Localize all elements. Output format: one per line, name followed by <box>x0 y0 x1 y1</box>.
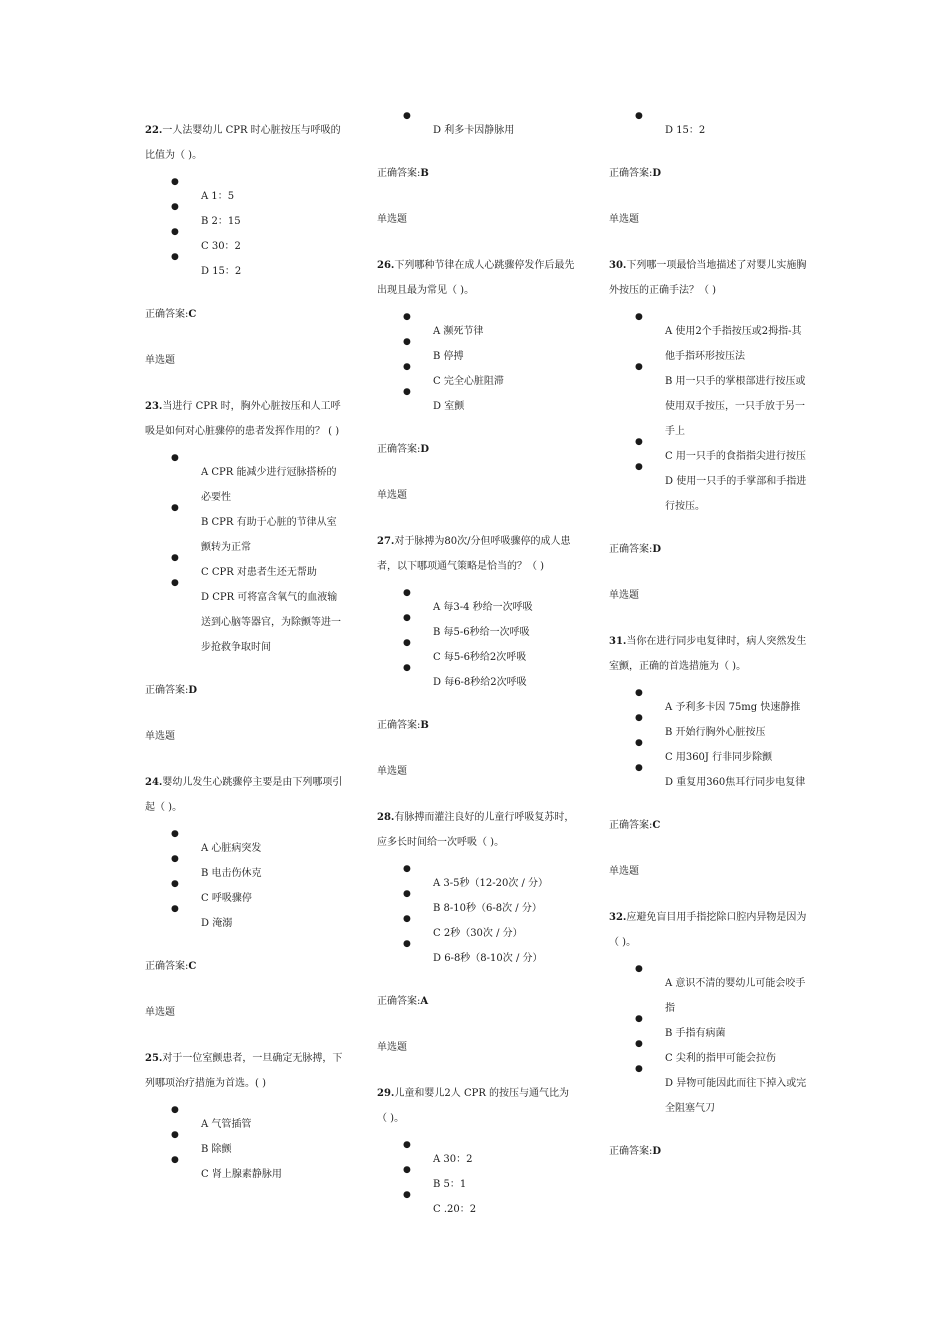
question-stem: 下列哪种节律在成人心跳骤停发作后最先出现且最为常见（ )。 <box>377 260 575 296</box>
option-label: ● A 每3-4 秒给一次呼吸 <box>433 602 533 613</box>
option-item <box>637 971 809 1021</box>
option-label: ● C 用一只手的食指指尖进行按压 <box>665 451 806 462</box>
answer-label: 正确答案: <box>377 168 421 179</box>
answer-label: 正确答案: <box>377 444 421 455</box>
option-label: ● C 用360J 行非同步除颤 <box>665 752 773 763</box>
option-label: ● C 每5-6秒给2次呼吸 <box>433 652 527 663</box>
option-label: ● B 电击伤休克 <box>201 868 262 879</box>
option-item <box>173 1137 345 1162</box>
correct-answer <box>609 1139 809 1164</box>
option-label: ● D 淹溺 <box>201 918 233 929</box>
option-label: ● A 心脏病突发 <box>201 843 262 854</box>
correct-answer <box>145 954 345 979</box>
question-type: 单选题 <box>377 490 407 501</box>
question-text <box>377 805 577 855</box>
option-item <box>173 184 345 209</box>
option-label: ● B CPR 有助于心脏的节律从室颤转为正常 <box>201 517 337 553</box>
question-text <box>609 905 809 955</box>
option-label: ● B 除颤 <box>201 1144 232 1155</box>
question-type: 单选题 <box>145 1007 175 1018</box>
option-item <box>405 645 577 670</box>
option-item <box>637 369 809 444</box>
option-label: ● B 用一只手的掌根部进行按压或使用双手按压，一只手放于另一手上 <box>665 376 806 437</box>
option-item <box>405 946 577 971</box>
option-label: ● A 濒死节律 <box>433 326 484 337</box>
question-stem: 当你在进行同步电复律时，病人突然发生室颤，正确的首选措施为（ )。 <box>609 636 807 672</box>
option-item <box>405 344 577 369</box>
option-list <box>609 319 809 519</box>
question-stem: 当进行 CPR 时，胸外心脏按压和人工呼吸是如何对心脏骤停的患者发挥作用的？ ( ) <box>145 401 341 437</box>
option-label: ● B 手指有病菌 <box>665 1028 726 1039</box>
question-text <box>377 529 577 579</box>
option-list <box>609 695 809 795</box>
option-item <box>637 1046 809 1071</box>
option-item <box>405 319 577 344</box>
option-item <box>637 444 809 469</box>
answer-label: 正确答案: <box>145 309 189 320</box>
option-label: ● A CPR 能减少进行冠脉搭桥的必要性 <box>201 467 337 503</box>
option-item <box>173 510 345 560</box>
question-type: 单选题 <box>145 355 175 366</box>
option-list <box>377 871 577 971</box>
option-label: ● B 2：15 <box>201 216 241 227</box>
option-label: ● B 开始行胸外心脏按压 <box>665 727 766 738</box>
answer-value: A <box>420 996 429 1007</box>
option-label: ● C 肾上腺素静脉用 <box>201 1169 282 1180</box>
option-label: ● C 2秒（30次 / 分） <box>433 928 523 939</box>
option-item <box>637 720 809 745</box>
question-text <box>145 394 345 444</box>
option-item <box>173 836 345 861</box>
option-item <box>405 394 577 419</box>
answer-value: B <box>420 720 429 731</box>
question-number: 26. <box>377 260 395 271</box>
option-item <box>173 1162 345 1187</box>
option-item <box>405 871 577 896</box>
answer-label: 正确答案: <box>145 961 189 972</box>
option-label: ● B 每5-6秒给一次呼吸 <box>433 627 530 638</box>
question-number: 23. <box>145 401 163 412</box>
answer-label: 正确答案: <box>609 168 653 179</box>
option-list <box>609 118 809 143</box>
option-label: ● C 呼吸骤停 <box>201 893 252 904</box>
option-item <box>173 560 345 585</box>
answer-value: C <box>652 820 661 831</box>
option-item <box>405 369 577 394</box>
option-label: ● D 6-8秒（8-10次 / 分） <box>433 953 543 964</box>
answer-label: 正确答案: <box>377 720 421 731</box>
question-number: 24. <box>145 777 163 788</box>
answer-label: 正确答案: <box>609 820 653 831</box>
option-label: ● D 重复用360焦耳行同步电复律 <box>665 777 806 788</box>
question-stem: 儿童和婴儿2人 CPR 的按压与通气比为（ )。 <box>377 1088 570 1124</box>
option-item <box>637 1071 809 1121</box>
option-item <box>405 118 577 143</box>
correct-answer <box>609 161 809 186</box>
answer-value: D <box>420 444 430 455</box>
option-label: ● A 使用2个手指按压或2拇指-其他手指环形按压法 <box>665 326 802 362</box>
option-label: ● D 15：2 <box>201 266 242 277</box>
question-stem: 对于脉搏为80次/分但呼吸骤停的成人患者，以下哪项通气策略是恰当的？（ ) <box>377 536 571 572</box>
correct-answer <box>377 989 577 1014</box>
question-text <box>145 118 345 168</box>
option-item <box>173 1112 345 1137</box>
correct-answer <box>609 537 809 562</box>
question-number: 27. <box>377 536 395 547</box>
option-label: ● A 气管插管 <box>201 1119 252 1130</box>
answer-value: D <box>652 168 662 179</box>
option-label: ● B 停搏 <box>433 351 464 362</box>
option-list <box>377 1147 577 1222</box>
question-text <box>377 1081 577 1131</box>
option-item <box>173 861 345 886</box>
question-stem: 下列哪一项最恰当地描述了对婴儿实施胸外按压的正确手法？（ ) <box>609 260 807 296</box>
correct-answer <box>377 713 577 738</box>
option-item <box>637 770 809 795</box>
option-list <box>609 971 809 1121</box>
question-number: 25. <box>145 1053 163 1064</box>
option-item <box>405 896 577 921</box>
question-stem: 有脉搏而灌注良好的儿童行呼吸复苏时，应多长时间给一次呼吸（ )。 <box>377 812 575 848</box>
question-number: 28. <box>377 812 395 823</box>
question-text <box>377 253 577 303</box>
option-label: ● A 1：5 <box>201 191 235 202</box>
option-list <box>145 184 345 284</box>
question-type: 单选题 <box>377 1042 407 1053</box>
option-label: ● A 意识不清的婴幼儿可能会咬手指 <box>665 978 806 1014</box>
answer-value: C <box>188 961 197 972</box>
question-number: 29. <box>377 1088 395 1099</box>
question-stem: 应避免盲目用手指挖除口腔内异物是因为（ )。 <box>609 912 807 948</box>
option-label: ● D 每6-8秒给2次呼吸 <box>433 677 527 688</box>
option-label: ● D 使用一只手的手掌部和手指进行按压。 <box>665 476 807 512</box>
question-text <box>145 1046 345 1096</box>
question-stem: 一人法婴幼儿 CPR 时心脏按压与呼吸的比值为（ )。 <box>145 125 341 161</box>
option-item <box>173 234 345 259</box>
question-text <box>609 253 809 303</box>
question-type: 单选题 <box>609 866 639 877</box>
option-list <box>377 319 577 419</box>
option-label: ● D 异物可能因此而往下掉入或完全阻塞气刀 <box>665 1078 807 1114</box>
correct-answer <box>377 437 577 462</box>
answer-value: C <box>188 309 197 320</box>
answer-value: B <box>420 168 429 179</box>
question-number: 32. <box>609 912 627 923</box>
option-item <box>173 585 345 660</box>
question-type: 单选题 <box>609 590 639 601</box>
correct-answer <box>377 161 577 186</box>
question-type: 单选题 <box>377 766 407 777</box>
option-label: ● C 30：2 <box>201 241 241 252</box>
column-middle <box>377 118 577 1240</box>
option-list <box>145 836 345 936</box>
question-number: 22. <box>145 125 163 136</box>
option-label: ● C .20：2 <box>433 1204 477 1215</box>
option-item <box>637 469 809 519</box>
option-item <box>405 1147 577 1172</box>
option-item <box>173 886 345 911</box>
option-label: ● B 8-10秒（6-8次 / 分） <box>433 903 542 914</box>
option-item <box>405 620 577 645</box>
option-item <box>637 695 809 720</box>
question-stem: 对于一位室颤患者，一旦确定无脉搏，下列哪项治疗措施为首选。( ) <box>145 1053 343 1089</box>
correct-answer <box>609 813 809 838</box>
option-label: ● D CPR 可将富含氧气的血液输送到心脑等器官，为除颤等进一步抢救争取时间 <box>201 592 341 653</box>
question-text <box>609 629 809 679</box>
option-item <box>173 911 345 936</box>
column-right <box>609 118 809 1185</box>
option-label: ● A 予利多卡因 75mg 快速静推 <box>665 702 801 713</box>
option-item <box>405 1172 577 1197</box>
correct-answer <box>145 678 345 703</box>
option-label: ● B 5：1 <box>433 1179 467 1190</box>
question-type: 单选题 <box>609 214 639 225</box>
answer-label: 正确答案: <box>609 544 653 555</box>
option-list <box>145 460 345 660</box>
answer-label: 正确答案: <box>377 996 421 1007</box>
answer-label: 正确答案: <box>609 1146 653 1157</box>
option-item <box>637 1021 809 1046</box>
option-label: ● D 15：2 <box>665 125 706 136</box>
answer-value: D <box>188 685 198 696</box>
option-label: ● C 完全心脏阻滞 <box>433 376 504 387</box>
question-number: 30. <box>609 260 627 271</box>
option-item <box>405 1197 577 1222</box>
option-item <box>637 118 809 143</box>
option-item <box>405 921 577 946</box>
option-label: ● C 尖利的指甲可能会拉伤 <box>665 1053 776 1064</box>
question-text <box>145 770 345 820</box>
option-item <box>637 319 809 369</box>
option-item <box>405 595 577 620</box>
option-list <box>377 595 577 695</box>
question-type: 单选题 <box>377 214 407 225</box>
option-label: ● C CPR 对患者生还无帮助 <box>201 567 317 578</box>
option-label: ● D 利多卡因静脉用 <box>433 125 515 136</box>
option-item <box>405 670 577 695</box>
question-stem: 婴幼儿发生心跳骤停主要是由下列哪项引起（ )。 <box>145 777 343 813</box>
option-label: ● A 30：2 <box>433 1154 473 1165</box>
answer-value: D <box>652 1146 662 1157</box>
option-item <box>637 745 809 770</box>
option-label: ● A 3-5秒（12-20次 / 分） <box>433 878 549 889</box>
option-item <box>173 259 345 284</box>
option-item <box>173 209 345 234</box>
answer-label: 正确答案: <box>145 685 189 696</box>
correct-answer <box>145 302 345 327</box>
question-number: 31. <box>609 636 627 647</box>
option-list <box>145 1112 345 1187</box>
answer-value: D <box>652 544 662 555</box>
option-item <box>173 460 345 510</box>
question-type: 单选题 <box>145 731 175 742</box>
option-list <box>377 118 577 143</box>
option-label: ● D 室颤 <box>433 401 465 412</box>
column-left <box>145 118 345 1205</box>
